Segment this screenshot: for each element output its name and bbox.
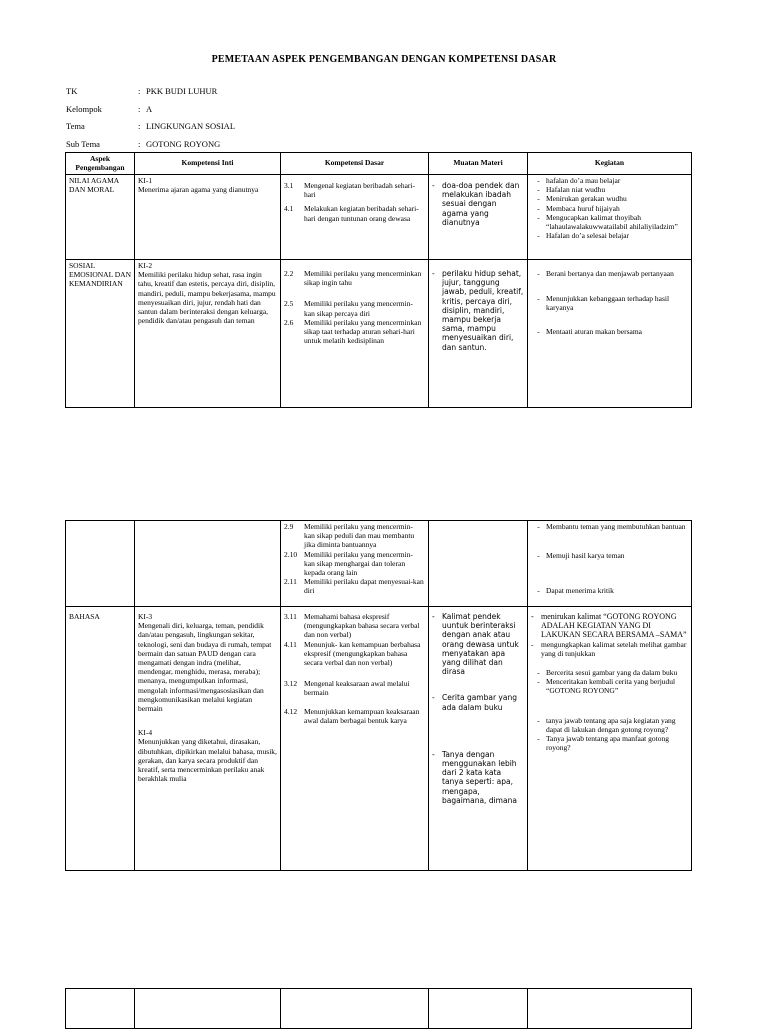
kd-item	[284, 612, 425, 640]
materi-text: doa-doa pendek dan melakukan ibadah sesuai dengan agama yang dianutnya	[442, 181, 520, 227]
kegiatan-text: Menirukan gerakan wudhu	[546, 194, 627, 204]
kegiatan-cell	[528, 989, 692, 1029]
kegiatan-text: Memuji hasil karya teman	[546, 551, 625, 561]
meta-value: A	[146, 103, 153, 114]
kegiatan-text: Menunjukkan kebanggaan terhadap hasil karyanya	[546, 294, 670, 313]
kd-num: 2.11	[284, 577, 297, 587]
materi-cell	[429, 989, 528, 1029]
kd-text: Memiliki perilaku yang mencermin- kan sikap menghargai dan toleran kepada orang lain	[304, 549, 413, 578]
table-row	[66, 260, 692, 408]
meta-colon: :	[138, 121, 141, 131]
kegiatan-item: - Tanya jawab tentang apa manfaat gotong royong?	[531, 734, 688, 752]
kegiatan-item: - mengungkapkan kalimat setelah melihat gambar yang di tunjukkan	[531, 639, 687, 658]
kegiatan-item: - menirukan kalimat “GOTONG ROYONG ADALAH KEGIATAN YANG DI LAKUKAN SECARA BERSAMA –SAMA”	[531, 612, 687, 640]
kd-text: Melakukan kegiatan beribadah sehari-hari dengan tuntunan orang dewasa	[304, 204, 419, 223]
kegiatan-item: - Menirukan gerakan wudhu	[531, 194, 688, 203]
kd-num: 4.12	[284, 706, 298, 716]
aspek-cell: SOSIAL EMOSIONAL DAN KEMANDIRIAN	[66, 260, 135, 408]
kd-num: 2.10	[284, 549, 298, 559]
kd-text: Menunjukkan kemampuan keaksaraan awal dalam berbagai bentuk karya	[304, 706, 420, 725]
kegiatan-text: Membantu teman yang membutuhkan bantuan	[546, 522, 686, 531]
kegiatan-text: Dapat menerima kritik	[546, 586, 614, 596]
kd-item	[284, 707, 425, 725]
ki-code: KI-1	[138, 176, 153, 185]
ki-cell	[135, 989, 281, 1029]
kd-text: Memahami bahasa ekspresif (mengungkapkan bahasa secara verbal dan non verbal)	[304, 612, 420, 640]
ki-code: KI-2	[138, 261, 153, 270]
kegiatan-text: Berani bertanya dan menjawab pertanyaan	[546, 269, 674, 278]
kd-num: 4.11	[284, 639, 297, 649]
kd-item	[284, 299, 425, 317]
materi-item: - Cerita gambar yang ada dalam buku	[432, 693, 524, 711]
kegiatan-item: - Mentaati aturan makan bersama	[531, 327, 688, 336]
kd-text: Menunjuk- kan kemampuan berbahasa ekspresif (mengungkapkan bahasa secara verbal dan non verbal)	[304, 639, 421, 668]
kd-cell	[281, 260, 429, 408]
meta-label: Sub Tema	[66, 138, 100, 149]
ki-cell	[135, 260, 281, 408]
table-row	[66, 521, 692, 607]
kd-text: Memiliki perilaku yang mencermin- kan sikap peduli dan mau membantu jika diminta bantuannya	[304, 522, 415, 550]
aspek-cell: NILAI AGAMA DAN MORAL	[66, 175, 135, 260]
kegiatan-item: - Memuji hasil karya teman	[531, 551, 688, 560]
kd-num: 3.1	[284, 181, 294, 190]
kegiatan-cell	[528, 260, 692, 408]
header-materi: Muatan Materi	[429, 153, 528, 175]
kegiatan-text: hafalan do’a mau belajar	[546, 176, 621, 185]
kegiatan-item: - hafalan do’a mau belajar	[531, 176, 688, 185]
kegiatan-cell	[528, 521, 692, 607]
meta-row-tk	[66, 86, 235, 104]
meta-value: PKK BUDI LUHUR	[146, 86, 218, 96]
materi-cell	[429, 521, 528, 607]
materi-cell	[429, 175, 528, 260]
meta-row-kelompok	[66, 104, 235, 122]
materi-text: Kalimat pendek uuntuk berinteraksi dengan anak atau orang dewasa untuk menyatakan apa yang dilihat dan dirasa	[442, 612, 519, 677]
mapping-table-1	[65, 152, 692, 408]
kd-cell	[281, 175, 429, 260]
header-kd: Kompetensi Dasar	[281, 153, 429, 175]
aspek-cell: BAHASA	[66, 607, 135, 871]
kd-item	[284, 204, 425, 222]
kd-num: 4.1	[284, 204, 294, 214]
meta-block	[66, 86, 235, 156]
kd-item	[284, 181, 425, 199]
materi-cell	[429, 607, 528, 871]
materi-item: - Kalimat pendek uuntuk berinteraksi dengan anak atau orang dewasa untuk menyatakan apa yang dilihat dan dirasa	[432, 612, 524, 676]
meta-label: Kelompok	[66, 103, 102, 114]
kegiatan-text: Hafalan niat wudhu	[546, 185, 606, 195]
kd-text: Memiliki perilaku dapat menyesuai-kan diri	[304, 577, 424, 596]
kegiatan-cell	[528, 607, 692, 871]
aspek-cell	[66, 989, 135, 1029]
materi-item: - doa-doa pendek dan melakukan ibadah sesuai dengan agama yang dianutnya	[432, 181, 524, 227]
table-row	[66, 175, 692, 260]
kegiatan-item: - Bercerita sesui gambar yang da dalam buku	[531, 668, 688, 677]
kd-item	[284, 318, 425, 346]
kegiatan-item: - Menunjukkan kebanggaan terhadap hasil karyanya	[531, 294, 688, 312]
meta-label: TK	[66, 86, 78, 96]
kd-num: 2.2	[284, 269, 294, 278]
kd-text: Mengenal kegiatan beribadah sehari-hari	[304, 181, 415, 200]
materi-item: - perilaku hidup sehat, jujur, tanggung jawab, peduli, kreatif, kritis, percaya diri, disiplin, mandiri, mampu bekerja sama, mampu menyesuaikan diri, dan santun.	[432, 269, 524, 352]
materi-text: Tanya dengan menggunakan lebih dari 2 kata kata tanya seperti: apa, mengapa, bagaimana, dimana	[442, 749, 517, 805]
kegiatan-item: - Membantu teman yang membutuhkan bantuan	[531, 522, 688, 531]
kegiatan-item: - Mengucapkan kalimat thoyibah “lahaulawalakuwwatailabil ahilaliyiladzim”	[531, 213, 688, 231]
table-row	[66, 607, 692, 871]
kegiatan-text: Menceritakan kembali cerita yang berjudul “GOTONG ROYONG”	[546, 677, 676, 696]
kd-cell	[281, 521, 429, 607]
meta-colon: :	[138, 138, 141, 149]
kd-item	[284, 577, 425, 595]
materi-text: Cerita gambar yang ada dalam buku	[442, 693, 517, 712]
materi-item: - Tanya dengan menggunakan lebih dari 2 kata kata tanya seperti: apa, mengapa, bagaimana, dimana	[432, 750, 524, 805]
header-ki: Kompetensi Inti	[135, 153, 281, 175]
kegiatan-text: Tanya jawab tentang apa manfaat gotong royong?	[546, 734, 669, 753]
kd-num: 3.11	[284, 612, 297, 621]
kd-item	[284, 550, 425, 578]
ki-code: KI-4	[138, 728, 153, 738]
kd-item	[284, 522, 425, 550]
kegiatan-item: - Membaca huruf hijaiyah	[531, 204, 688, 213]
meta-colon: :	[138, 103, 141, 114]
aspek-cell	[66, 521, 135, 607]
kegiatan-text: Bercerita sesui gambar yang da dalam buku	[546, 668, 678, 678]
mapping-table-2	[65, 520, 692, 871]
page-title: PEMETAAN ASPEK PENGEMBANGAN DENGAN KOMPETENSI DASAR	[211, 54, 557, 65]
kd-text: Memiliki perilaku yang mencermin- kan sikap percaya diri	[304, 299, 413, 318]
header-kegiatan: Kegiatan	[528, 153, 692, 175]
kd-text: Memiliki perilaku yang mencerminkan sikap taat terhadap aturan sehari-hari untuk melatih kedisiplinan	[304, 317, 422, 346]
kegiatan-item: - tanya jawab tentang apa saja kegiatan yang dapat di lakukan dengan gotong royong?	[531, 716, 688, 734]
ki-text: Mengenali diri, keluarga, teman, pendidik dan/atau pengasuh, lingkungan sekitar, teknologi, seni dan budaya di rumah, tempat bermain dan satuan PAUD dengan cara mengamati dengan indra (melihat, mendengar, menghidu, merasa, meraba); menanya, mengumpulkan informasi, mengolah informasi/mengasosiasikan dan mengkomunikasikan melalui kegiatan bermain	[138, 621, 272, 714]
kegiatan-text: Mentaati aturan makan bersama	[546, 326, 642, 336]
kegiatan-item: - Hafalan niat wudhu	[531, 185, 688, 194]
kd-cell	[281, 607, 429, 871]
kd-num: 3.12	[284, 679, 298, 689]
materi-cell	[429, 260, 528, 408]
kd-num: 2.5	[284, 299, 294, 309]
meta-value: LINGKUNGAN SOSIAL	[146, 121, 236, 131]
mapping-table-3	[65, 988, 692, 1029]
table-row	[66, 989, 692, 1029]
ki-cell	[135, 175, 281, 260]
kegiatan-text: Membaca huruf hijaiyah	[546, 203, 620, 213]
kegiatan-text: mengungkapkan kalimat setelah melihat gambar yang di tunjukkan	[541, 639, 687, 658]
ki-text: Memiliki perilaku hidup sehat, rasa ingin tahu, kreatif dan estetis, percaya diri, disiplin, mandiri, peduli, mampu bekerjasama, mampu menyesuaikan diri, jujur, rendah hati dan santun dalam berinteraksi dengan keluarga, pendidik dan/atau pengasuh dan teman	[138, 270, 276, 326]
kegiatan-item: - Berani bertanya dan menjawab pertanyaan	[531, 269, 688, 278]
meta-label: Tema	[66, 121, 85, 131]
meta-colon: :	[138, 86, 141, 96]
kegiatan-item: - Dapat menerima kritik	[531, 586, 688, 595]
kegiatan-text: menirukan kalimat “GOTONG ROYONG ADALAH KEGIATAN YANG DI LAKUKAN SECARA BERSAMA –SAMA”	[541, 612, 687, 640]
kd-text: Memiliki perilaku yang mencerminkan sikap ingin tahu	[304, 269, 422, 288]
kegiatan-item: - Menceritakan kembali cerita yang berjudul “GOTONG ROYONG”	[531, 677, 688, 695]
ki-code: KI-3	[138, 612, 153, 621]
header-aspek: Aspek Pengembangan	[66, 153, 135, 175]
header-row	[66, 153, 692, 175]
kd-num: 2.9	[284, 522, 294, 531]
ki-cell	[135, 521, 281, 607]
kegiatan-text: Hafalan do’a selesai belajar	[546, 231, 630, 241]
kegiatan-cell	[528, 175, 692, 260]
kd-item	[284, 640, 425, 668]
ki-text: Menunjukkan yang diketahui, dirasakan, dibutuhkan, dipikirkan melalui bahasa, musik, gerakan, dan karya secara produktif dan kreatif, serta mencerminkan perilaku anak berakhlak mulia	[138, 737, 277, 784]
kegiatan-text: Mengucapkan kalimat thoyibah “lahaulawalakuwwatailabil ahilaliyiladzim”	[546, 212, 678, 232]
kd-num: 2.6	[284, 317, 294, 327]
ki-text: Menerima ajaran agama yang dianutnya	[138, 185, 259, 195]
materi-text: perilaku hidup sehat, jujur, tanggung jawab, peduli, kreatif, kritis, percaya diri, disiplin, mandiri, mampu bekerja sama, mampu menyesuaikan diri, dan santun.	[442, 269, 524, 352]
meta-value: GOTONG ROYONG	[146, 138, 221, 149]
kd-cell	[281, 989, 429, 1029]
ki-cell	[135, 607, 281, 871]
kd-text: Mengenal keaksaraan awal melalui bermain	[304, 679, 410, 698]
meta-row-tema	[66, 121, 235, 139]
kd-item	[284, 679, 425, 697]
kd-item	[284, 269, 425, 287]
kegiatan-item: - Hafalan do’a selesai belajar	[531, 231, 688, 240]
kegiatan-text: tanya jawab tentang apa saja kegiatan yang dapat di lakukan dengan gotong royong?	[546, 715, 676, 734]
